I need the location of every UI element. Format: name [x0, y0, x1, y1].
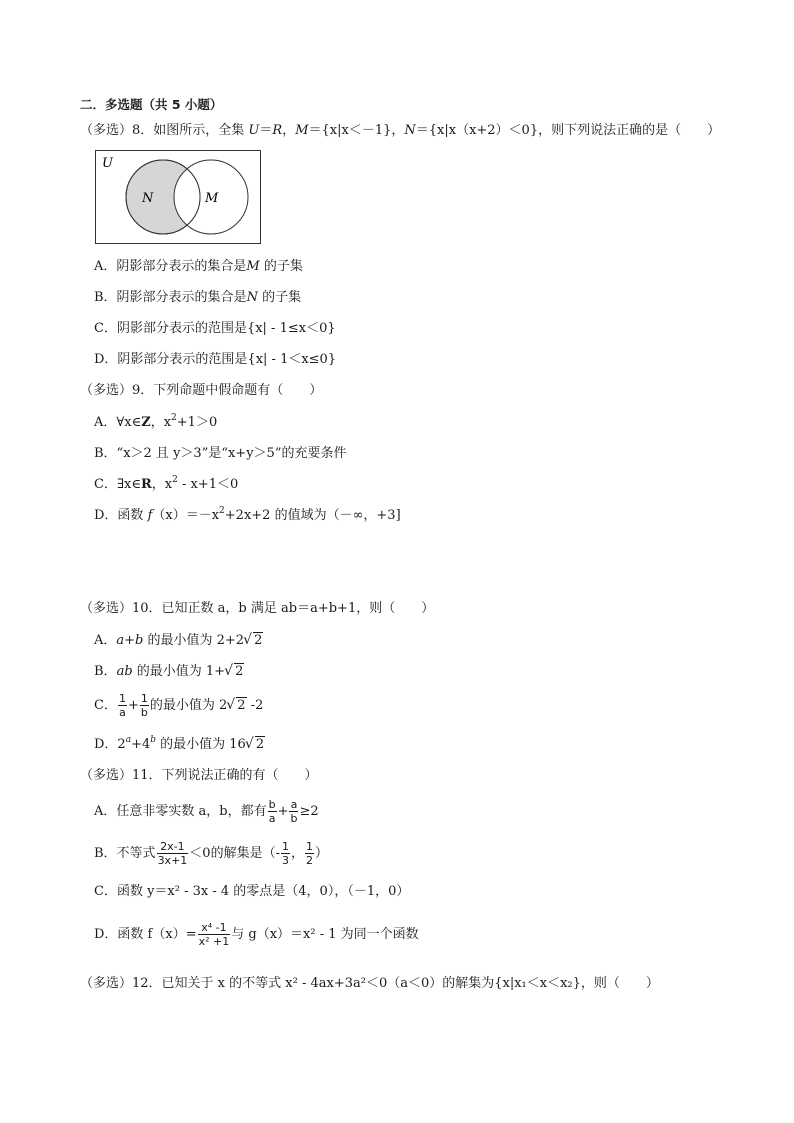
frac-den: b — [140, 706, 148, 719]
q10-a-var: a+b — [116, 633, 144, 648]
frac-den: x² +1 — [198, 935, 230, 948]
q8-b-var: N — [246, 290, 258, 305]
q8-option-c[interactable]: C．阴影部分表示的范围是{x| - 1≤x＜0} — [94, 321, 336, 336]
question-8-stem — [80, 122, 720, 140]
question-11-stem: （多选）11．下列说法正确的有（ ） — [80, 768, 318, 783]
q10-option-c[interactable] — [94, 692, 263, 719]
q8-var-m: M — [295, 123, 309, 138]
fraction — [305, 840, 314, 867]
q10-option-a[interactable] — [94, 632, 263, 650]
q11-b-mid: ＜0的解集是（- — [189, 846, 280, 861]
q9-c-exp: 2 — [172, 475, 178, 485]
fraction — [281, 840, 290, 867]
q9-d-exp: 2 — [219, 506, 225, 516]
q9-a-post: +1＞0 — [176, 415, 218, 430]
q8-var-r: R — [272, 123, 283, 138]
question-12-stem: （多选）12．已知关于 x 的不等式 x² - 4ax+3a²＜0（a＜0）的解集为{x|x₁＜x＜x₂}，则（ ） — [80, 976, 659, 991]
q10-d-mid2: 的最小值为 16 — [156, 737, 246, 752]
q9-d-func: f — [147, 508, 153, 523]
q10-d-pre: D．2 — [94, 737, 126, 752]
q8-var-u: U — [248, 123, 260, 138]
fraction — [289, 798, 298, 825]
venn-label-u: U — [102, 156, 113, 171]
q11-a-post: ≥2 — [299, 804, 319, 819]
venn-label-n: N — [142, 191, 154, 206]
q9-d-pre: D．函数 — [94, 508, 148, 523]
q10-b-var: ab — [116, 664, 133, 679]
q9-a-pre: A．∀x∈ — [94, 415, 142, 430]
q9-c-mid: ，x — [151, 477, 173, 492]
sqrt-symbol — [227, 693, 246, 719]
q10-b-pre: B． — [94, 664, 117, 679]
frac-den: 2 — [305, 854, 313, 867]
q10-a-radicand: 2 — [254, 633, 263, 648]
frac-num: x⁴ -1 — [198, 921, 231, 935]
q8-set-m: ＝{x|x＜－1}， — [308, 123, 405, 138]
q10-d-exp2: b — [150, 735, 157, 745]
q11-b-comma: ， — [290, 846, 304, 861]
sqrt-symbol — [246, 736, 265, 754]
q8-option-d[interactable]: D．阴影部分表示的范围是{x| - 1＜x≤0} — [94, 352, 337, 367]
frac-num: 1 — [305, 840, 313, 853]
q10-d-radicand: 2 — [255, 737, 265, 752]
q8-var-n: N — [404, 123, 416, 138]
q8-a-post: 的子集 — [259, 259, 303, 274]
q10-c-mid: 的最小值为 2 — [149, 698, 228, 713]
q11-d-pre: D．函数 f（x）= — [94, 927, 197, 942]
frac-num: 1 — [118, 692, 126, 705]
sqrt-symbol — [244, 632, 263, 650]
q11-option-b[interactable] — [94, 840, 328, 867]
q10-b-mid: 的最小值为 1+ — [132, 664, 226, 679]
q9-c-post: - x+1＜0 — [177, 477, 239, 492]
q9-d-post: +2x+2 的值域为（－∞，+3] — [224, 508, 401, 523]
q11-b-post: ） — [314, 846, 328, 861]
q11-option-a[interactable] — [94, 798, 319, 825]
q10-option-b[interactable] — [94, 663, 244, 681]
q11-option-d[interactable] — [94, 920, 419, 950]
q9-a-mid: ，x — [150, 415, 172, 430]
q9-option-c[interactable] — [94, 476, 238, 494]
q9-a-set: Z — [141, 415, 151, 430]
q10-c-pre: C． — [94, 698, 117, 713]
venn-diagram — [95, 150, 261, 244]
q11-b-pre: B．不等式 — [94, 846, 156, 861]
frac-num: 1 — [281, 840, 289, 853]
q10-b-radicand: 2 — [235, 664, 244, 679]
q9-option-a[interactable] — [94, 414, 217, 432]
q8-b-text: B．阴影部分表示的集合是 — [94, 290, 247, 305]
q9-option-b[interactable]: B．“x＞2 且 y＞3”是“x+y＞5”的充要条件 — [94, 446, 347, 461]
frac-num: 2x-1 — [157, 840, 189, 854]
question-10-stem: （多选）10．已知正数 a，b 满足 ab＝a+b+1，则（ ） — [80, 601, 435, 616]
frac-num: a — [290, 798, 298, 811]
q9-c-set: R — [140, 477, 152, 492]
frac-den: 3x+1 — [157, 854, 188, 867]
q10-a-mid: 的最小值为 2+2 — [143, 633, 245, 648]
q8-option-b[interactable] — [94, 289, 301, 307]
q10-a-pre: A． — [94, 633, 117, 648]
q10-c-radicand: 2 — [237, 698, 246, 713]
frac-num: 1 — [140, 692, 148, 705]
q10-c-plus: + — [127, 698, 139, 713]
sqrt-symbol — [225, 663, 244, 681]
section-title: 二．多选题（共 5 小题） — [80, 97, 223, 112]
q8-option-a[interactable] — [94, 258, 303, 276]
q8-a-text: A．阴影部分表示的集合是 — [94, 259, 247, 274]
fraction — [198, 921, 231, 948]
q9-c-pre: C．∃x∈ — [94, 477, 141, 492]
q11-d-post: 与 g（x）＝x² - 1 为同一个函数 — [231, 927, 419, 942]
venn-label-m: M — [205, 191, 219, 206]
fraction — [140, 692, 149, 719]
question-9-stem: （多选）9．下列命题中假命题有（ ） — [80, 383, 323, 398]
frac-den: b — [290, 812, 298, 825]
q8-eq: ＝ — [259, 123, 273, 138]
q8-head: （多选）8．如图所示，全集 — [80, 123, 249, 138]
q11-option-c[interactable]: C．函数 y＝x² - 3x - 4 的零点是（4，0），（－1，0） — [94, 884, 410, 899]
q8-a-var: M — [246, 259, 260, 274]
q9-option-d[interactable] — [94, 507, 401, 525]
fraction — [157, 840, 189, 867]
frac-den: 3 — [281, 854, 289, 867]
frac-den: a — [268, 812, 276, 825]
fraction — [118, 692, 127, 719]
q11-a-plus: + — [277, 804, 289, 819]
q10-c-post: -2 — [246, 698, 264, 713]
q8-b-post: 的子集 — [257, 290, 302, 305]
q10-option-d[interactable] — [94, 736, 265, 754]
fraction — [268, 798, 277, 825]
q9-a-exp: 2 — [171, 413, 177, 423]
q9-d-mid: （x）＝－x — [152, 508, 220, 523]
q11-a-pre: A．任意非零实数 a，b，都有 — [94, 804, 267, 819]
frac-num: b — [268, 798, 276, 811]
q10-d-exp1: a — [125, 735, 132, 745]
q10-d-mid: +4 — [131, 737, 151, 752]
q8-sep: ， — [282, 123, 296, 138]
q8-set-n: ＝{x|x（x+2）＜0}，则下列说法正确的是（ ） — [415, 123, 721, 138]
frac-den: a — [119, 706, 126, 719]
